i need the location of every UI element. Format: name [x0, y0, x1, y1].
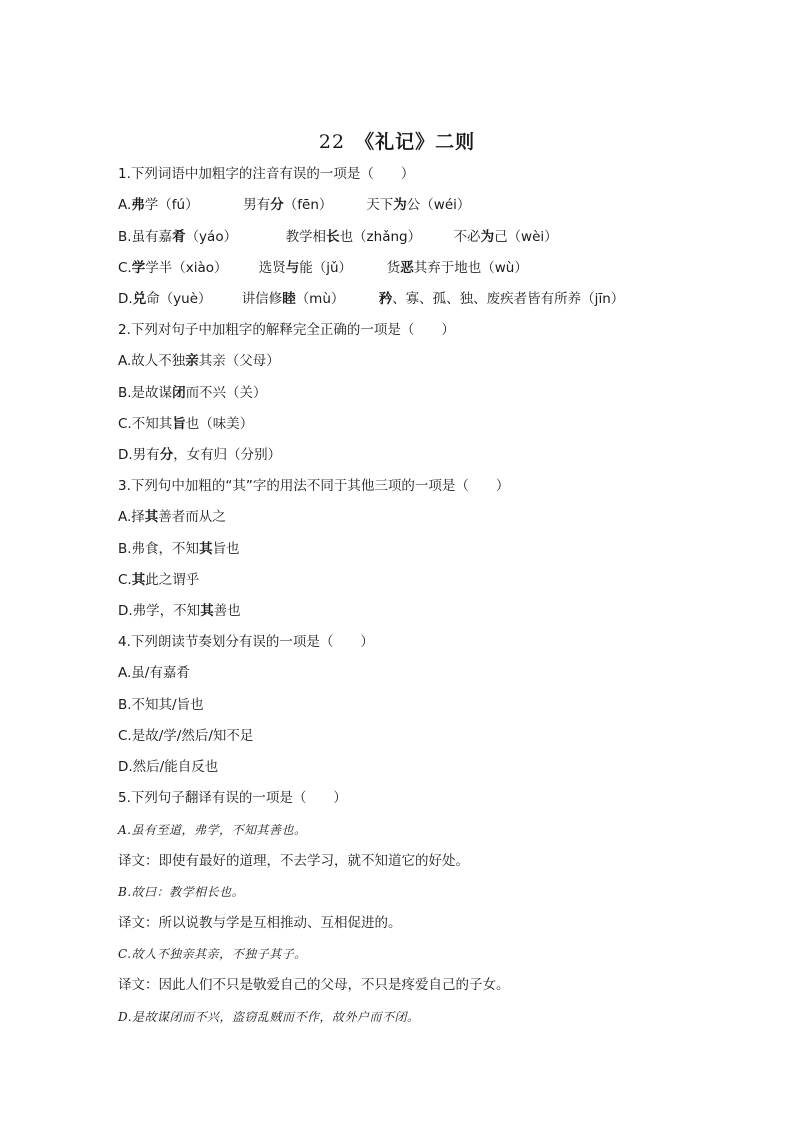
bold-char: 亲 — [185, 353, 199, 369]
q2-option-c: C.不知其旨也（味美） — [118, 416, 254, 432]
q3-option-c: C.其此之谓乎 — [118, 572, 200, 588]
option-label: A. — [118, 197, 132, 213]
q5-option-a-translation: 译文：即使有最好的道理，不去学习，就不知道它的好处。 — [118, 853, 469, 869]
q5-option-c: C.故人不独亲其亲，不独子其子。 — [118, 947, 307, 961]
bold-char: 长 — [326, 229, 340, 245]
q5-option-c-translation: 译文：因此人们不只是敬爱自己的父母，不只是疼爱自己的子女。 — [118, 977, 510, 993]
q1-option-d: D.兑命（yuè） 讲信修睦（mù） 矜、寡、孤、独、废疾者皆有所养（jīn） — [118, 291, 625, 307]
lesson-number: 22 — [318, 131, 346, 153]
page-title — [0, 127, 794, 154]
option-label: C. — [118, 260, 132, 276]
q4-option-b: B.不知其/旨也 — [118, 697, 204, 713]
q3-option-b: B.弗食，不知其旨也 — [118, 541, 240, 557]
option-label: D. — [118, 291, 133, 307]
lesson-title: 《礼记》二则 — [355, 131, 476, 153]
q1-stem: 1.下列词语中加粗字的注音有误的一项是（ ） — [118, 166, 415, 182]
bold-char: 学 — [131, 260, 146, 276]
option-label: B. — [118, 229, 132, 245]
q2-option-a: A.故人不独亲其亲（父母） — [118, 353, 280, 369]
bold-char: 矜 — [378, 291, 393, 307]
bold-char: 其 — [144, 509, 159, 525]
bold-char: 恶 — [400, 260, 414, 276]
q3-option-a: A.择其善者而从之 — [118, 509, 226, 525]
q2-option-d: D.男有分，女有归（分别） — [118, 447, 282, 463]
bold-char: 其 — [200, 603, 214, 619]
bold-char: 其 — [199, 541, 213, 557]
bold-char: 兑 — [132, 291, 147, 307]
bold-char: 为 — [393, 197, 407, 213]
q4-option-a: A.虽/有嘉肴 — [118, 665, 190, 681]
q4-option-c: C.是故/学/然后/知不足 — [118, 728, 254, 744]
bold-char: 肴 — [172, 229, 186, 245]
q5-stem: 5.下列句子翻译有误的一项是（ ） — [118, 790, 347, 806]
q1-option-a: A.弗学（fú） 男有分（fēn） 天下为公（wéi） — [118, 197, 471, 213]
bold-char: 其 — [131, 572, 146, 588]
q5-option-b: B.故曰：教学相长也。 — [118, 885, 245, 899]
q3-stem: 3.下列句中加粗的“其”字的用法不同于其他三项的一项是（ ） — [118, 478, 510, 494]
bold-char: 弗 — [131, 197, 145, 213]
q2-stem: 2.下列对句子中加粗字的解释完全正确的一项是（ ） — [118, 322, 455, 338]
q5-option-d: D.是故谋闭而不兴，盗窃乱贼而不作，故外户而不闭。 — [118, 1010, 420, 1024]
bold-char: 旨 — [172, 416, 186, 432]
bold-char: 睦 — [282, 291, 296, 307]
bold-char: 分 — [159, 447, 174, 463]
q5-option-a: A.虽有至道，弗学，不知其善也。 — [118, 823, 307, 837]
q1-option-b: B.虽有嘉肴（yáo） 教学相长也（zhǎng） 不必为己（wèi） — [118, 229, 558, 245]
q1-option-c: C.学学半（xiào） 选贤与能（jǔ） 货恶其弃于地也（wù） — [118, 260, 528, 276]
bold-char: 分 — [270, 197, 284, 213]
q4-option-d: D.然后/能自反也 — [118, 759, 219, 775]
bold-char: 为 — [480, 229, 495, 245]
q4-stem: 4.下列朗读节奏划分有误的一项是（ ） — [118, 634, 374, 650]
q2-option-b: B.是故谋闭而不兴（关） — [118, 385, 267, 401]
bold-char: 闭 — [172, 385, 186, 401]
q3-option-d: D.弗学，不知其善也 — [118, 603, 241, 619]
bold-char: 与 — [285, 260, 300, 276]
q5-option-b-translation: 译文：所以说教与学是互相推动、互相促进的。 — [118, 915, 402, 931]
